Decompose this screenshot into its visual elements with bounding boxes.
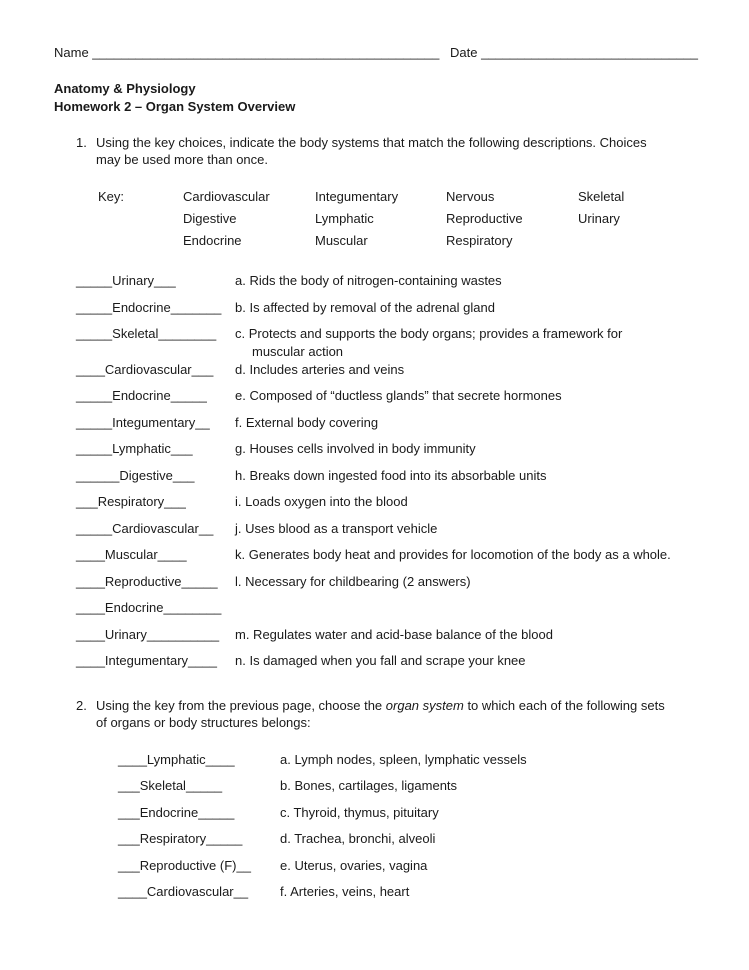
- key-choice: Integumentary: [315, 189, 399, 204]
- q2-desc-a: a. Lymph nodes, spleen, lymphatic vessels: [280, 752, 527, 767]
- course-title: Anatomy & Physiology: [54, 81, 196, 96]
- key-choice: Reproductive: [446, 211, 523, 226]
- q1-desc-c-cont: muscular action: [252, 344, 344, 359]
- q2-instruction-pre: Using the key from the previous page, choose the: [96, 698, 386, 713]
- q2-desc-c: c. Thyroid, thymus, pituitary: [280, 805, 439, 820]
- q1-answer-f: _____Integumentary__: [76, 415, 210, 430]
- q1-answer-l2: ____Endocrine________: [76, 600, 222, 615]
- q2-instruction-emphasis: organ system: [385, 698, 464, 713]
- q2-answer-c: ___Endocrine_____: [118, 805, 235, 820]
- q1-answer-e: _____Endocrine_____: [76, 388, 207, 403]
- q1-desc-f: f. External body covering: [235, 415, 379, 430]
- q2-desc-b: b. Bones, cartilages, ligaments: [280, 778, 458, 793]
- key-choice: Endocrine: [183, 233, 242, 248]
- key-choice: Digestive: [183, 211, 237, 226]
- q2-instruction-post: to which each of the following sets: [463, 698, 665, 713]
- q1-desc-e: e. Composed of “ductless glands” that secrete hormones: [235, 388, 562, 403]
- q2-answer-a: ____Lymphatic____: [118, 752, 235, 767]
- key-choice: Urinary: [578, 211, 620, 226]
- q1-answer-a: _____Urinary___: [76, 273, 176, 288]
- q2-instruction-line2: of organs or body structures belongs:: [96, 715, 311, 730]
- q1-desc-k: k. Generates body heat and provides for locomotion of the body as a whole.: [235, 547, 671, 562]
- key-choice: Nervous: [446, 189, 495, 204]
- q2-answer-b: ___Skeletal_____: [118, 778, 223, 793]
- q1-answer-k: ____Muscular____: [76, 547, 187, 562]
- q1-desc-g: g. Houses cells involved in body immunity: [235, 441, 476, 456]
- q1-desc-l: l. Necessary for childbearing (2 answers): [235, 574, 471, 589]
- q1-answer-i: ___Respiratory___: [76, 494, 186, 509]
- key-choice: Skeletal: [578, 189, 625, 204]
- q2-answer-e: ___Reproductive (F)__: [118, 858, 251, 873]
- q1-desc-j: j. Uses blood as a transport vehicle: [235, 521, 438, 536]
- key-choice: Muscular: [315, 233, 368, 248]
- q2-number: 2.: [76, 698, 87, 713]
- key-choice: Cardiovascular: [183, 189, 270, 204]
- key-choice: Lymphatic: [315, 211, 374, 226]
- q2-answer-f: ____Cardiovascular__: [118, 884, 249, 899]
- assignment-title: Homework 2 – Organ System Overview: [54, 99, 296, 114]
- q2-desc-d: d. Trachea, bronchi, alveoli: [280, 831, 436, 846]
- key-choice: Respiratory: [446, 233, 513, 248]
- q2-desc-f: f. Arteries, veins, heart: [280, 884, 410, 899]
- q1-desc-h: h. Breaks down ingested food into its absorbable units: [235, 468, 547, 483]
- q1-desc-c: c. Protects and supports the body organs; provides a framework for: [235, 326, 623, 341]
- q1-answer-c: _____Skeletal________: [76, 326, 217, 341]
- q1-answer-b: _____Endocrine_______: [76, 300, 222, 315]
- q1-desc-n: n. Is damaged when you fall and scrape your knee: [235, 653, 526, 668]
- q1-desc-m: m. Regulates water and acid-base balance of the blood: [235, 627, 553, 642]
- q1-answer-l: ____Reproductive_____: [76, 574, 218, 589]
- date-field: Date ______________________________: [450, 45, 698, 60]
- q2-answer-d: ___Respiratory_____: [118, 831, 243, 846]
- q1-number: 1.: [76, 135, 87, 150]
- q1-desc-b: b. Is affected by removal of the adrenal gland: [235, 300, 495, 315]
- q1-instruction-line1: Using the key choices, indicate the body systems that match the following descriptions. Choices: [96, 135, 647, 150]
- q1-answer-g: _____Lymphatic___: [76, 441, 193, 456]
- q1-answer-d: ____Cardiovascular___: [76, 362, 214, 377]
- key-label: Key:: [98, 189, 125, 204]
- name-field: Name ________________________________________________: [54, 45, 440, 60]
- q1-desc-a: a. Rids the body of nitrogen-containing wastes: [235, 273, 502, 288]
- q1-answer-m: ____Urinary__________: [76, 627, 220, 642]
- q2-instruction-line1: [96, 698, 665, 714]
- q1-answer-n: ____Integumentary____: [76, 653, 217, 668]
- q1-answer-h: ______Digestive___: [76, 468, 195, 483]
- q1-answer-j: _____Cardiovascular__: [76, 521, 214, 536]
- q1-instruction-line2: may be used more than once.: [96, 152, 268, 167]
- q1-desc-d: d. Includes arteries and veins: [235, 362, 405, 377]
- q2-desc-e: e. Uterus, ovaries, vagina: [280, 858, 428, 873]
- q1-desc-i: i. Loads oxygen into the blood: [235, 494, 408, 509]
